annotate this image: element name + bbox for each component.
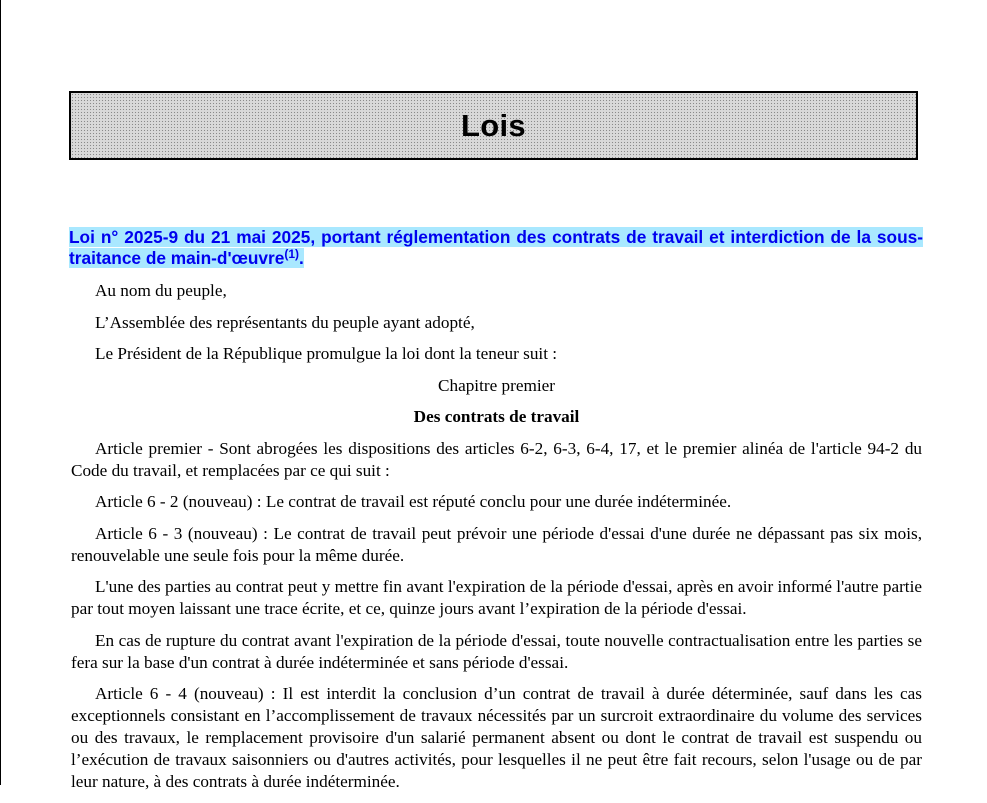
paragraph: En cas de rupture du contrat avant l'expiration de la période d'essai, toute nouvelle contractualisation entre les parties se fera sur la base d'un contrat à durée indéterminée et sans période d'essai. (71, 630, 922, 672)
document-body (71, 280, 922, 803)
law-title-end: . (299, 248, 304, 268)
paragraph: Article premier - Sont abrogées les dispositions des articles 6-2, 6-3, 6-4, 17, et le premier alinéa de l'article 94-2 du Code du travail, et remplacées par ce qui suit : (71, 438, 922, 480)
paragraph: Au nom du peuple, (95, 281, 227, 300)
section-title-box (69, 91, 918, 160)
chapter-label: Chapitre premier (438, 375, 555, 395)
section-title: Lois (461, 107, 526, 143)
paragraph: Article 6 - 2 (nouveau) : Le contrat de travail est réputé conclu pour une durée indéterminée. (95, 492, 732, 511)
law-title-highlight (69, 227, 923, 268)
law-title-text: Loi n° 2025-9 du 21 mai 2025, portant réglementation des contrats de travail et interdiction de la sous-traitance de main-d'œuvre (69, 227, 923, 268)
paragraph: Article 6 - 3 (nouveau) : Le contrat de travail peut prévoir une période d'essai d'une durée ne dépassant pas six mois, renouvelable une seule fois pour la même durée. (71, 523, 922, 565)
law-title (69, 227, 923, 269)
chapter-title: Des contrats de travail (413, 407, 580, 426)
paragraph: L'une des parties au contrat peut y mettre fin avant l'expiration de la période d'essai, après en avoir informé l'autre partie par tout moyen laissant une trace écrite, et ce, quinze jours avant l’expiration de la période d'essai. (71, 577, 922, 618)
paragraph: Article 6 - 4 (nouveau) : Il est interdit la conclusion d’un contrat de travail à durée déterminée, sauf dans les cas exceptionnels consistant en l’accomplissement de travaux nécessités par un surcroit extraordinaire du volume des services ou des travaux, le remplacement provisoire d'un salarié permanent absent ou dont le contrat de travail est suspendu ou l’exécution de travaux saisonniers ou d'autres activités, pour lesquelles il ne peut être fait recours, selon l'usage ou de par leur nature, à des contrats à durée indéterminée. (71, 684, 922, 791)
paragraph: L’Assemblée des représentants du peuple ayant adopté, (95, 312, 475, 332)
footnote-reference[interactable]: (1) (284, 247, 300, 261)
page-left-edge (0, 0, 1, 785)
paragraph: Le Président de la République promulgue la loi dont la teneur suit : (95, 344, 558, 363)
